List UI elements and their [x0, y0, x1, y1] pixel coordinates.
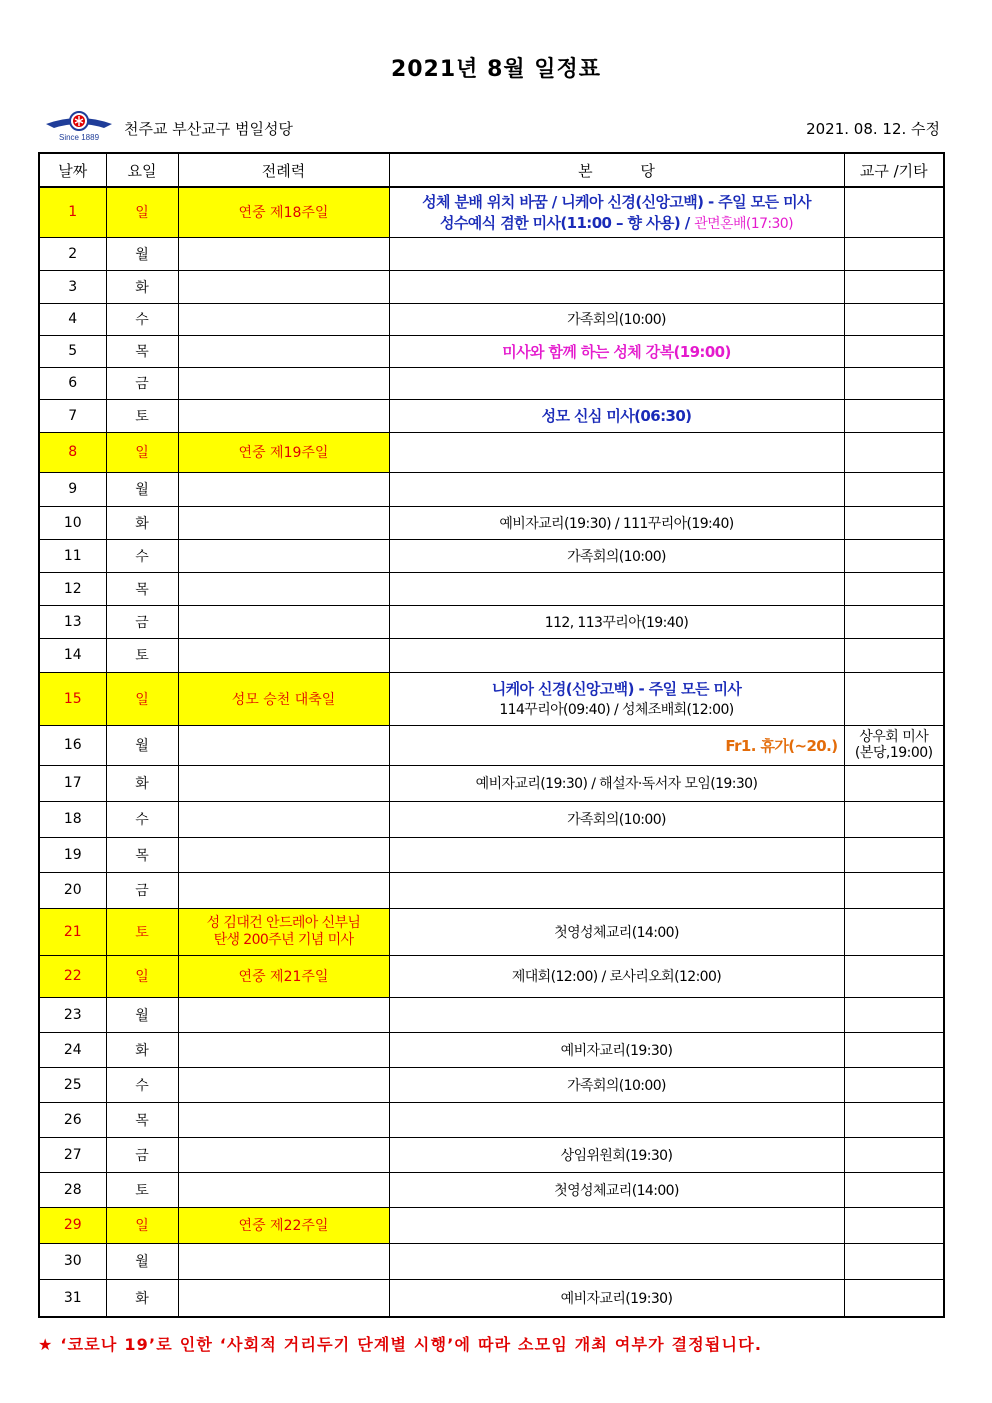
other-cell — [844, 1067, 944, 1102]
date-cell: 1 — [39, 187, 106, 237]
liturgy-cell — [178, 335, 389, 367]
event-text: 첫영성체교리(14:00) — [554, 1182, 679, 1199]
liturgy-cell — [178, 837, 389, 872]
other-cell — [844, 672, 944, 725]
weekday-cell: 목 — [106, 572, 178, 605]
date-cell: 27 — [39, 1137, 106, 1172]
table-row — [39, 187, 944, 237]
event-line — [394, 309, 840, 329]
table-row — [39, 367, 944, 399]
table-row — [39, 872, 944, 908]
event-text: 가족회의(10:00) — [567, 812, 666, 828]
liturgy-cell — [178, 765, 389, 801]
liturgy-cell — [178, 472, 389, 506]
table-row — [39, 539, 944, 572]
weekday-cell: 수 — [106, 1067, 178, 1102]
other-cell — [844, 335, 944, 367]
event-text: 가족회의(10:00) — [567, 1077, 666, 1094]
liturgy-cell — [178, 1243, 389, 1279]
liturgy-cell: 연중 제21주일 — [178, 955, 389, 997]
event-line — [394, 809, 840, 829]
parish-events-cell — [389, 572, 844, 605]
weekday-cell: 금 — [106, 1137, 178, 1172]
other-cell — [844, 432, 944, 472]
parish-events-cell — [389, 187, 844, 237]
parish-events-cell — [389, 506, 844, 539]
parish-events-cell — [389, 605, 844, 638]
event-text: 성수예식 겸한 미사(11:00 – 향 사용) / — [440, 214, 695, 233]
date-cell: 10 — [39, 506, 106, 539]
parish-events-cell — [389, 997, 844, 1032]
other-cell: 상우회 미사 (본당,19:00) — [844, 725, 944, 765]
schedule-table — [38, 152, 945, 1318]
weekday-cell: 일 — [106, 1207, 178, 1243]
other-cell — [844, 638, 944, 672]
weekday-cell: 수 — [106, 539, 178, 572]
table-row — [39, 506, 944, 539]
event-line — [394, 1040, 840, 1060]
liturgy-cell — [178, 506, 389, 539]
weekday-cell: 화 — [106, 1032, 178, 1067]
liturgy-cell: 연중 제18주일 — [178, 187, 389, 237]
table-row — [39, 908, 944, 955]
event-line — [394, 966, 840, 986]
date-cell: 3 — [39, 270, 106, 303]
weekday-cell: 토 — [106, 908, 178, 955]
table-row — [39, 1172, 944, 1207]
event-text: 성체 분배 위치 바꿈 / 니케아 신경(신앙고백) - 주일 모든 미사 — [422, 193, 811, 212]
weekday-cell: 일 — [106, 432, 178, 472]
footnote: ★ ‘코로나 19’로 인한 ‘사회적 거리두기 단계별 시행’에 따라 소모임 개최 여부가 결정됩니다. — [38, 1335, 763, 1354]
event-line — [394, 405, 840, 426]
table-row — [39, 1207, 944, 1243]
parish-events-cell — [389, 955, 844, 997]
other-cell — [844, 1102, 944, 1137]
other-cell — [844, 1137, 944, 1172]
weekday-cell: 월 — [106, 237, 178, 270]
page-title: 2021년 8월 일정표 — [390, 57, 602, 82]
liturgy-cell — [178, 399, 389, 432]
event-text: 114꾸리아(09:40) / 성체조배회(12:00) — [499, 702, 734, 718]
other-cell — [844, 997, 944, 1032]
other-cell — [844, 270, 944, 303]
weekday-cell: 금 — [106, 872, 178, 908]
date-cell: 21 — [39, 908, 106, 955]
event-text: 첫영성체교리(14:00) — [554, 924, 679, 941]
parish-events-cell — [389, 1207, 844, 1243]
parish-events-cell — [389, 539, 844, 572]
liturgy-cell: 연중 제22주일 — [178, 1207, 389, 1243]
weekday-cell: 일 — [106, 672, 178, 725]
table-row — [39, 1032, 944, 1067]
weekday-cell: 월 — [106, 725, 178, 765]
other-cell — [844, 908, 944, 955]
date-cell: 8 — [39, 432, 106, 472]
liturgy-cell: 성모 승천 대축일 — [178, 672, 389, 725]
date-cell: 14 — [39, 638, 106, 672]
other-cell — [844, 399, 944, 432]
weekday-cell: 화 — [106, 1279, 178, 1317]
parish-events-cell — [389, 399, 844, 432]
weekday-cell: 일 — [106, 955, 178, 997]
liturgy-cell — [178, 638, 389, 672]
col-date-header: 날짜 — [39, 153, 106, 187]
liturgy-cell — [178, 1279, 389, 1317]
event-text: 니케아 신경(신앙고백) - 주일 모든 미사 — [491, 680, 742, 698]
event-line — [394, 1288, 840, 1308]
weekday-cell: 일 — [106, 187, 178, 237]
date-cell: 12 — [39, 572, 106, 605]
date-cell: 28 — [39, 1172, 106, 1207]
weekday-cell: 목 — [106, 335, 178, 367]
event-tail-text: 관면혼배(17:30) — [694, 216, 793, 233]
revision-date: 2021. 08. 12. 수정 — [806, 120, 940, 138]
other-cell — [844, 1207, 944, 1243]
table-row — [39, 1243, 944, 1279]
weekday-cell: 토 — [106, 399, 178, 432]
event-text: 예비자교리(19:30) / 111꾸리아(19:40) — [499, 515, 734, 532]
event-line — [394, 699, 840, 719]
event-line — [394, 773, 840, 793]
other-cell — [844, 367, 944, 399]
other-cell — [844, 1279, 944, 1317]
liturgy-cell — [178, 1032, 389, 1067]
date-cell: 20 — [39, 872, 106, 908]
table-row — [39, 399, 944, 432]
liturgy-cell — [178, 725, 389, 765]
parish-events-cell — [389, 725, 844, 765]
liturgy-cell — [178, 270, 389, 303]
other-cell — [844, 506, 944, 539]
event-line — [394, 612, 840, 632]
other-cell — [844, 1172, 944, 1207]
table-row — [39, 638, 944, 672]
table-row — [39, 303, 944, 335]
event-line — [394, 1145, 840, 1165]
weekday-cell: 목 — [106, 837, 178, 872]
event-text: 예비자교리(19:30) / 해설자·독서자 모임(19:30) — [475, 776, 758, 792]
parish-events-cell — [389, 367, 844, 399]
date-cell: 30 — [39, 1243, 106, 1279]
other-cell — [844, 572, 944, 605]
date-cell: 19 — [39, 837, 106, 872]
weekday-cell: 수 — [106, 303, 178, 335]
date-cell: 18 — [39, 801, 106, 837]
parish-events-cell — [389, 1279, 844, 1317]
liturgy-cell — [178, 1172, 389, 1207]
date-cell: 7 — [39, 399, 106, 432]
liturgy-cell — [178, 572, 389, 605]
date-cell: 11 — [39, 539, 106, 572]
organization-name: 천주교 부산교구 범일성당 — [124, 120, 293, 138]
liturgy-cell — [178, 303, 389, 335]
date-cell: 29 — [39, 1207, 106, 1243]
date-cell: 26 — [39, 1102, 106, 1137]
liturgy-cell — [178, 1102, 389, 1137]
table-row — [39, 1137, 944, 1172]
event-line — [394, 922, 840, 942]
parish-events-cell — [389, 872, 844, 908]
other-cell — [844, 237, 944, 270]
liturgy-cell — [178, 872, 389, 908]
table-row — [39, 725, 944, 765]
date-cell: 24 — [39, 1032, 106, 1067]
other-cell — [844, 187, 944, 237]
weekday-cell: 목 — [106, 1102, 178, 1137]
liturgy-cell: 연중 제19주일 — [178, 432, 389, 472]
parish-events-cell — [389, 270, 844, 303]
table-row — [39, 472, 944, 506]
parish-events-cell — [389, 908, 844, 955]
liturgy-cell — [178, 237, 389, 270]
col-parish-header: 본 당 — [389, 153, 844, 187]
event-line — [394, 212, 840, 233]
col-weekday-header: 요일 — [106, 153, 178, 187]
table-header-row — [39, 153, 944, 187]
event-text: 미사와 함께 하는 성체 강복(19:00) — [502, 342, 731, 361]
event-line — [394, 735, 840, 756]
table-row — [39, 432, 944, 472]
parish-events-cell — [389, 801, 844, 837]
parish-events-cell — [389, 1067, 844, 1102]
parish-events-cell — [389, 303, 844, 335]
parish-events-cell — [389, 837, 844, 872]
table-row — [39, 765, 944, 801]
event-text: 가족회의(10:00) — [567, 548, 666, 565]
parish-events-cell — [389, 638, 844, 672]
weekday-cell: 월 — [106, 997, 178, 1032]
other-cell — [844, 837, 944, 872]
parish-events-cell — [389, 1137, 844, 1172]
liturgy-cell — [178, 997, 389, 1032]
table-row — [39, 1279, 944, 1317]
table-row — [39, 237, 944, 270]
table-row — [39, 955, 944, 997]
table-row — [39, 837, 944, 872]
table-row — [39, 605, 944, 638]
parish-events-cell — [389, 432, 844, 472]
parish-events-cell — [389, 1102, 844, 1137]
event-line — [394, 546, 840, 566]
date-cell: 6 — [39, 367, 106, 399]
date-cell: 31 — [39, 1279, 106, 1317]
weekday-cell: 화 — [106, 506, 178, 539]
other-cell — [844, 472, 944, 506]
other-cell — [844, 955, 944, 997]
event-text: 예비자교리(19:30) — [560, 1042, 673, 1059]
date-cell: 2 — [39, 237, 106, 270]
weekday-cell: 토 — [106, 1172, 178, 1207]
date-cell: 25 — [39, 1067, 106, 1102]
table-row — [39, 672, 944, 725]
table-row — [39, 270, 944, 303]
event-text: Fr1. 휴가(~20.) — [725, 736, 838, 755]
parish-events-cell — [389, 1032, 844, 1067]
weekday-cell: 월 — [106, 1243, 178, 1279]
weekday-cell: 수 — [106, 801, 178, 837]
date-cell: 23 — [39, 997, 106, 1032]
date-cell: 13 — [39, 605, 106, 638]
event-line — [394, 341, 840, 362]
event-text: 예비자교리(19:30) — [560, 1290, 673, 1307]
event-line — [394, 1075, 840, 1095]
other-cell — [844, 1032, 944, 1067]
date-cell: 9 — [39, 472, 106, 506]
parish-events-cell — [389, 472, 844, 506]
parish-events-cell — [389, 765, 844, 801]
other-cell — [844, 605, 944, 638]
table-row — [39, 801, 944, 837]
date-cell: 16 — [39, 725, 106, 765]
weekday-cell: 토 — [106, 638, 178, 672]
event-text: 성모 신심 미사(06:30) — [541, 407, 692, 425]
liturgy-cell — [178, 539, 389, 572]
liturgy-cell: 성 김대건 안드레아 신부님 탄생 200주년 기념 미사 — [178, 908, 389, 955]
liturgy-cell — [178, 367, 389, 399]
event-line — [394, 191, 840, 212]
other-cell — [844, 765, 944, 801]
weekday-cell: 금 — [106, 367, 178, 399]
parish-events-cell — [389, 1243, 844, 1279]
date-cell: 22 — [39, 955, 106, 997]
parish-events-cell — [389, 672, 844, 725]
logo-caption: Since 1889 — [58, 133, 100, 142]
other-cell — [844, 303, 944, 335]
table-row — [39, 335, 944, 367]
liturgy-cell — [178, 605, 389, 638]
event-text: 가족회의(10:00) — [567, 312, 666, 328]
col-liturgy-header: 전례력 — [178, 153, 389, 187]
event-line — [394, 513, 840, 533]
date-cell: 17 — [39, 765, 106, 801]
other-cell — [844, 872, 944, 908]
date-cell: 15 — [39, 672, 106, 725]
date-cell: 4 — [39, 303, 106, 335]
col-other-header: 교구 /기타 — [844, 153, 944, 187]
parish-logo — [44, 108, 114, 142]
weekday-cell: 월 — [106, 472, 178, 506]
table-row — [39, 1102, 944, 1137]
other-cell — [844, 539, 944, 572]
event-text: 제대회(12:00) / 로사리오회(12:00) — [511, 969, 722, 985]
parish-events-cell — [389, 335, 844, 367]
weekday-cell: 화 — [106, 765, 178, 801]
liturgy-cell — [178, 1137, 389, 1172]
liturgy-cell — [178, 1067, 389, 1102]
table-row — [39, 1067, 944, 1102]
event-line — [394, 678, 840, 699]
date-cell: 5 — [39, 335, 106, 367]
event-text: 상임위원회(19:30) — [560, 1147, 673, 1164]
other-cell — [844, 1243, 944, 1279]
other-cell — [844, 801, 944, 837]
weekday-cell: 금 — [106, 605, 178, 638]
event-text: 112, 113꾸리아(19:40) — [544, 614, 689, 631]
event-line — [394, 1180, 840, 1200]
parish-events-cell — [389, 1172, 844, 1207]
parish-events-cell — [389, 237, 844, 270]
table-row — [39, 997, 944, 1032]
liturgy-cell — [178, 801, 389, 837]
table-row — [39, 572, 944, 605]
weekday-cell: 화 — [106, 270, 178, 303]
